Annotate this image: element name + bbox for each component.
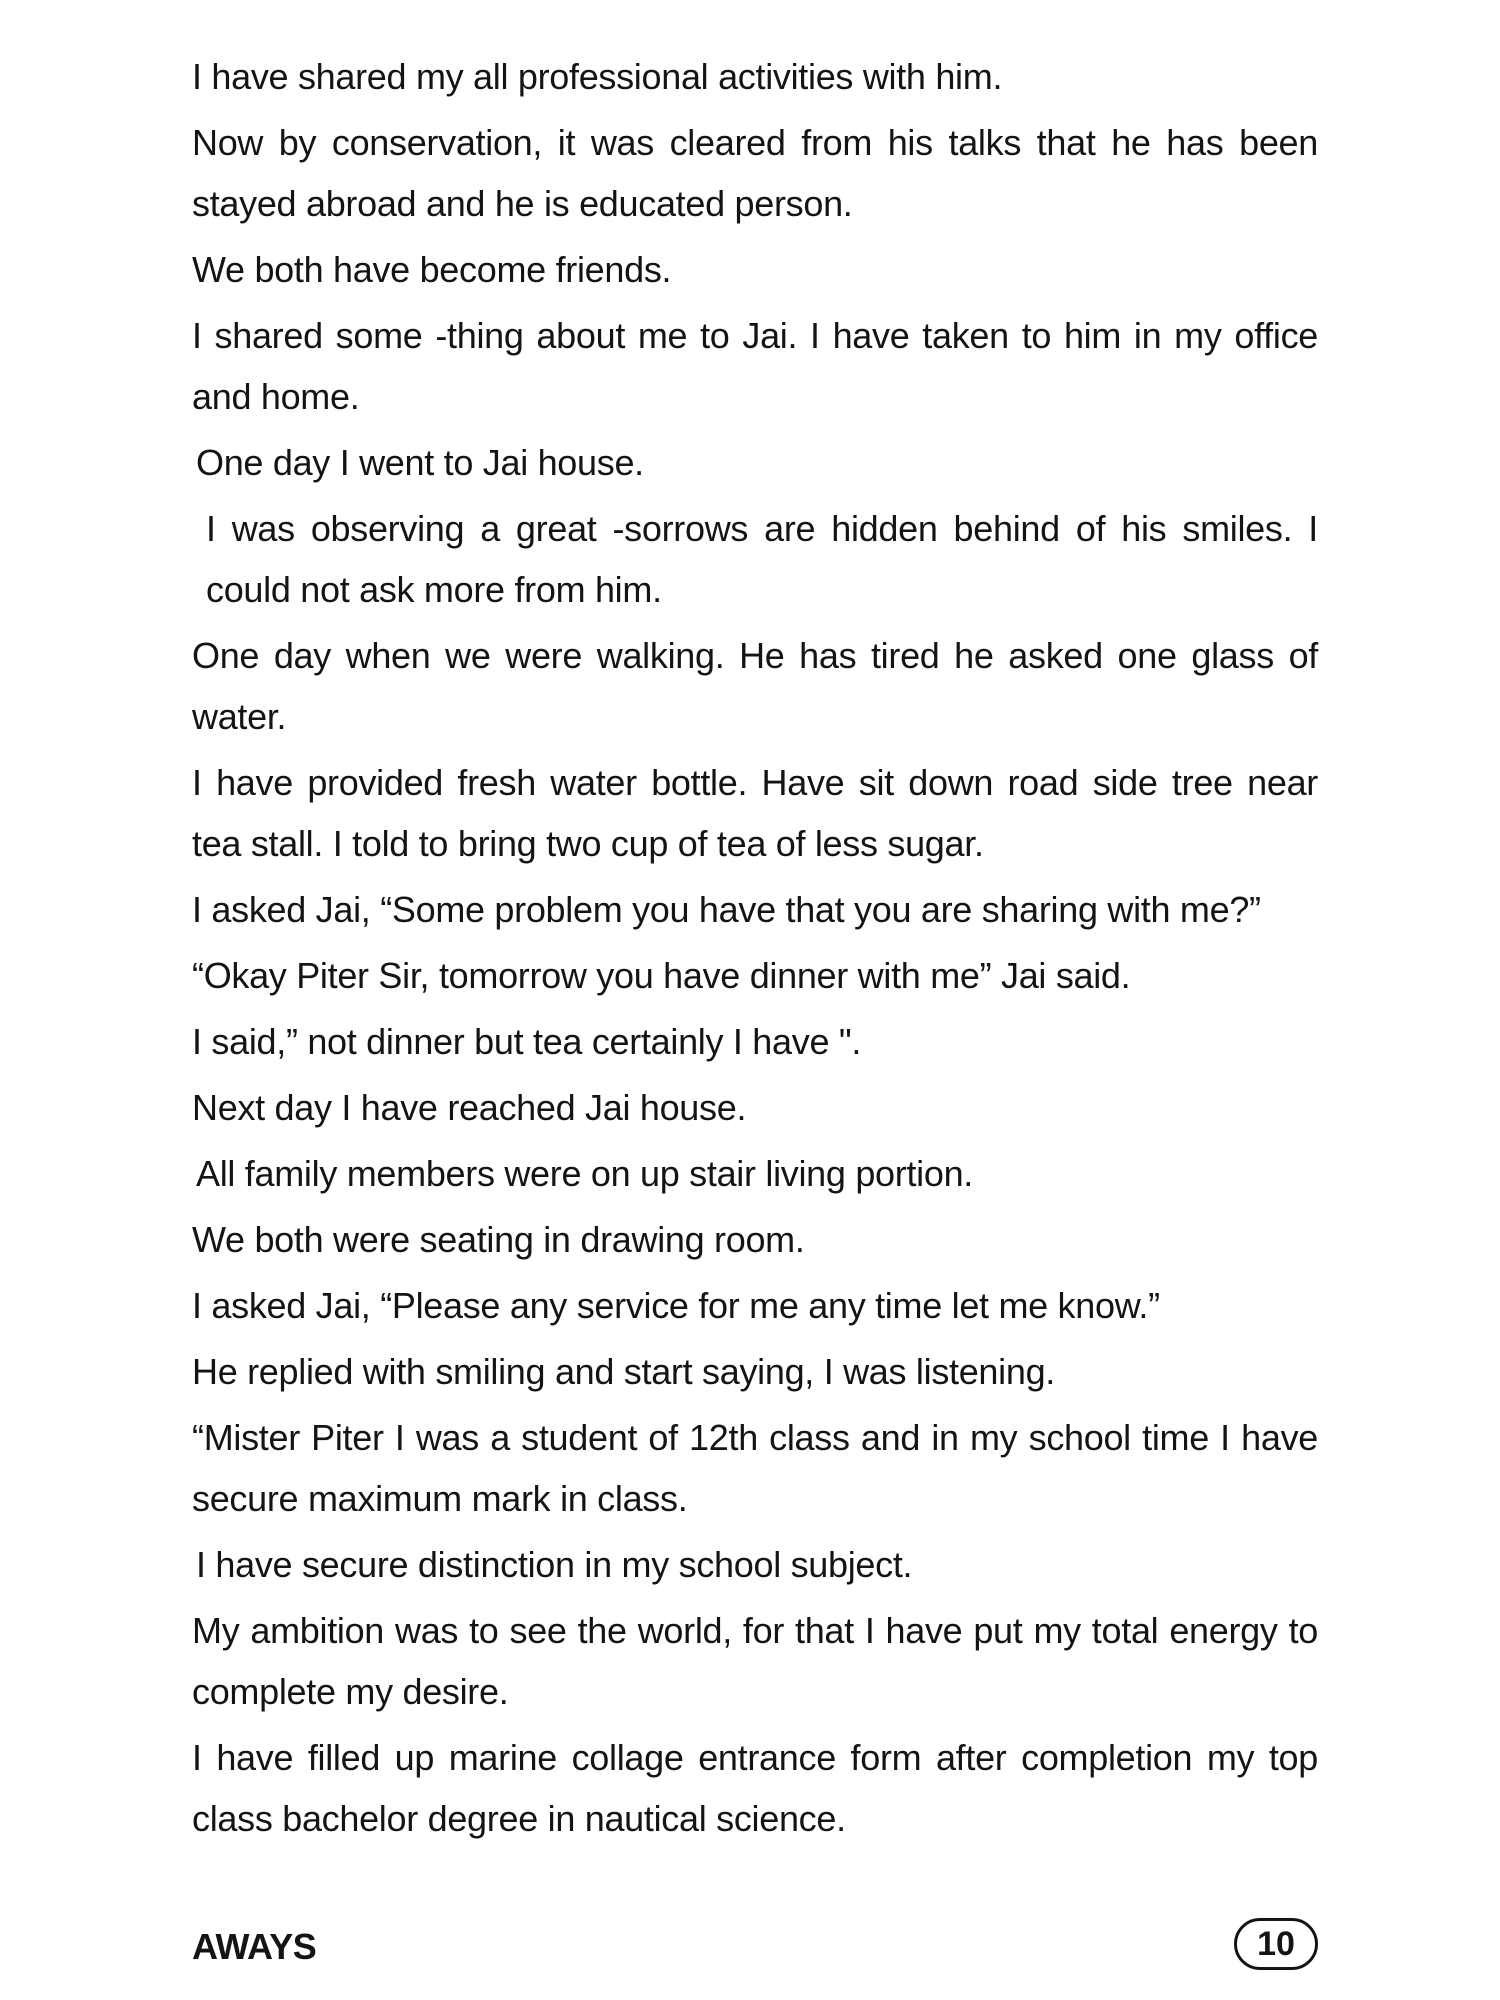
- paragraph: He replied with smiling and start saying, I was listening.: [192, 1351, 1056, 1392]
- paragraph: I have provided fresh water bottle. Have sit down road side tree near tea stall. I told to bring two cup of tea of less sugar.: [192, 762, 1318, 864]
- paragraph: I shared some -thing about me to Jai. I have taken to him in my office and home.: [192, 315, 1318, 417]
- paragraph: All family members were on up stair living portion.: [196, 1153, 973, 1194]
- paragraph: I asked Jai, “Please any service for me any time let me know.”: [192, 1285, 1160, 1326]
- paragraph: I said,” not dinner but tea certainly I have ".: [192, 1021, 862, 1062]
- paragraph: One day I went to Jai house.: [196, 442, 644, 483]
- paragraph: “Mister Piter I was a student of 12th class and in my school time I have secure maximum mark in class.: [192, 1417, 1318, 1519]
- paragraph: My ambition was to see the world, for that I have put my total energy to complete my desire.: [192, 1610, 1318, 1712]
- paragraph: “Okay Piter Sir, tomorrow you have dinner with me” Jai said.: [192, 955, 1131, 996]
- page-number-badge: 10: [1234, 1918, 1318, 1970]
- page-footer: [192, 1918, 1318, 1978]
- paragraph: Next day I have reached Jai house.: [192, 1087, 747, 1128]
- page-body: [192, 46, 1318, 1854]
- book-title: AWAYS: [192, 1926, 317, 1967]
- paragraph: We both have become friends.: [192, 249, 672, 290]
- paragraph: One day when we were walking. He has tired he asked one glass of water.: [192, 635, 1318, 737]
- paragraph: I was observing a great -sorrows are hidden behind of his smiles. I could not ask more from him.: [206, 508, 1318, 610]
- paragraph: We both were seating in drawing room.: [192, 1219, 805, 1260]
- paragraph: I asked Jai, “Some problem you have that you are sharing with me?”: [192, 889, 1261, 930]
- paragraph: I have secure distinction in my school subject.: [196, 1544, 913, 1585]
- paragraph: Now by conservation, it was cleared from his talks that he has been stayed abroad and he is educated person.: [192, 122, 1318, 224]
- paragraph: I have filled up marine collage entrance form after completion my top class bachelor degree in nautical science.: [192, 1737, 1318, 1839]
- paragraph: I have shared my all professional activities with him.: [192, 56, 1003, 97]
